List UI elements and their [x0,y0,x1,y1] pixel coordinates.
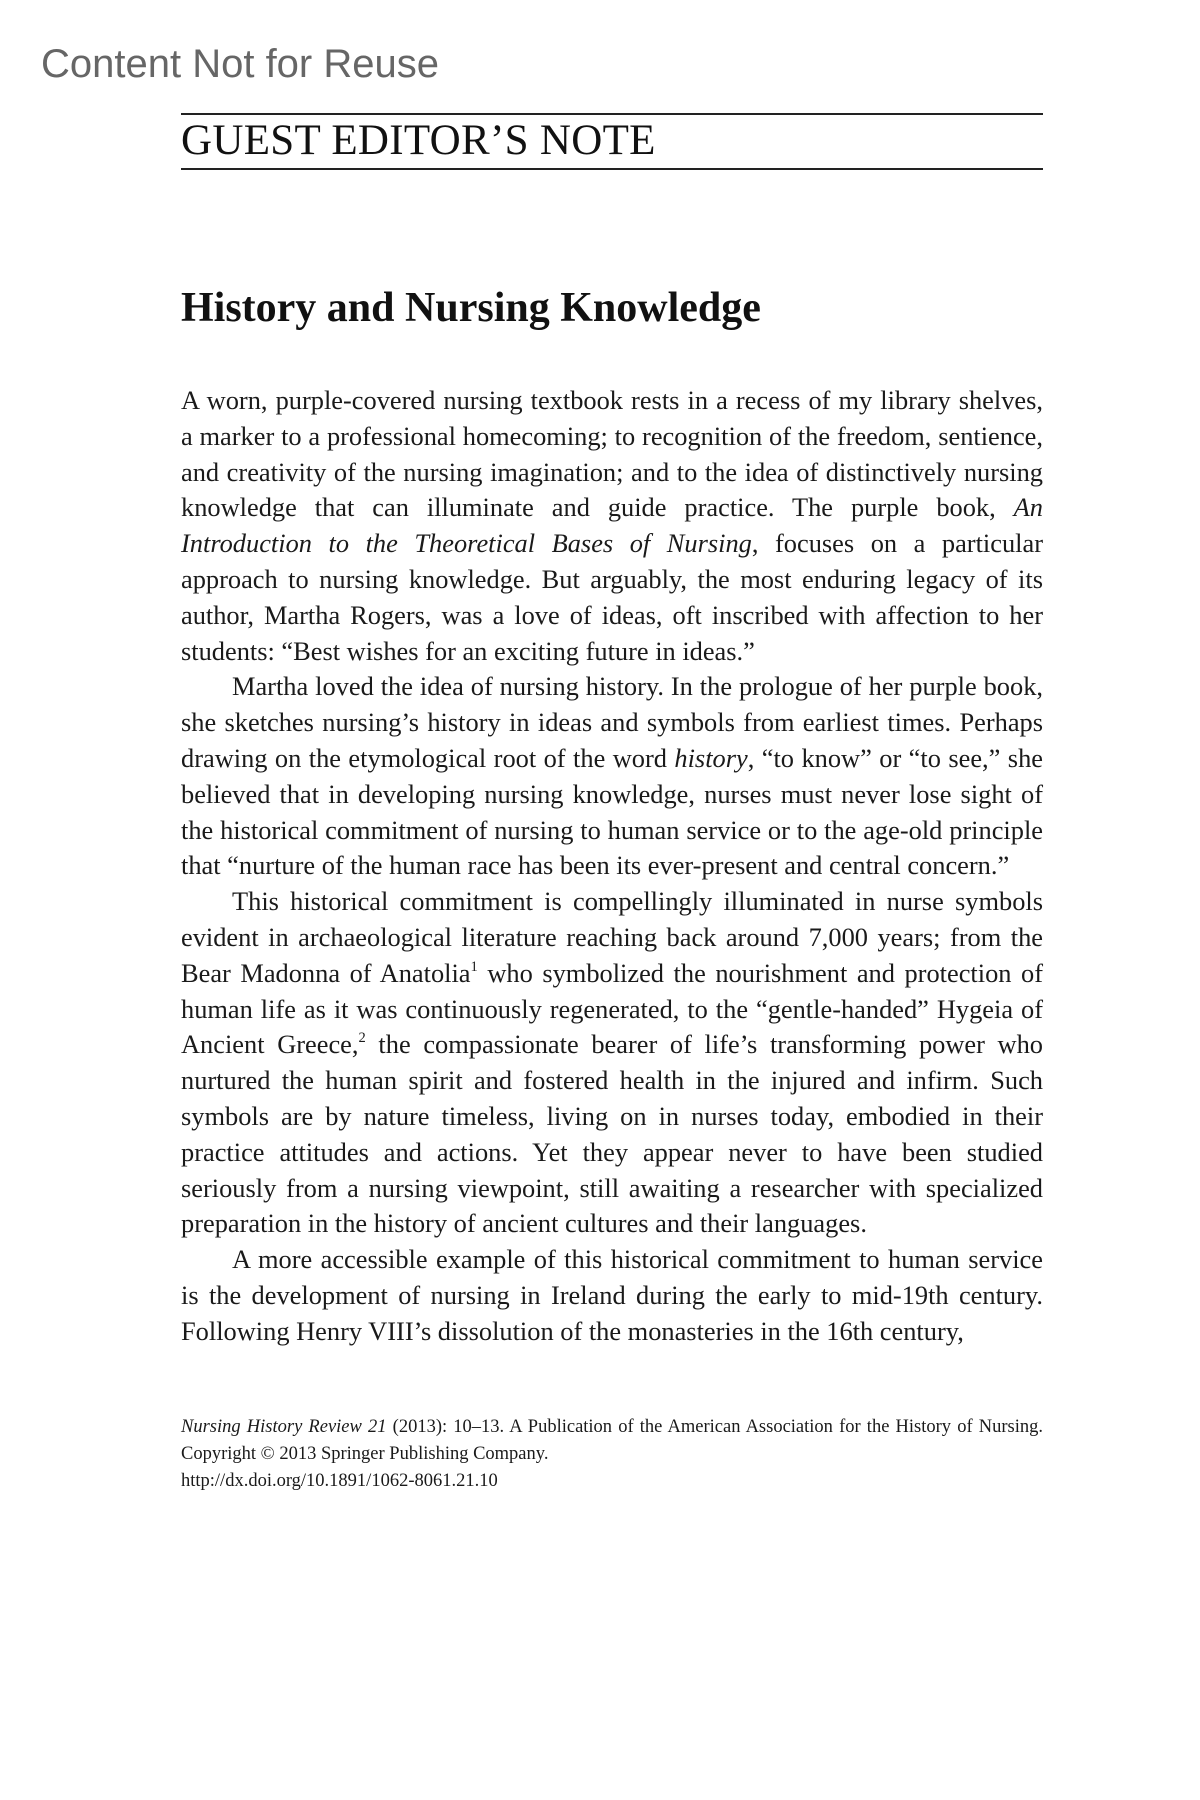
paragraph-1-text-b: , focuses on a particular approach to nursing knowledge. But arguably, the most enduring legacy of its author, Martha Rogers, was a love of ideas, oft inscribed with affection to her students: “Best wishes for an exciting future in ideas.” [181,528,1043,666]
paragraph-1-text-a: A worn, purple-covered nursing textbook rests in a recess of my library shelves, a marker to a professional homecoming; to recognition of the freedom, sentience, and creativity of the nursing imagination; and to the idea of distinctively nursing knowledge that can illuminate and guide practice. The purple book, [181,385,1043,523]
citation-text: (2013): 10–13. A Publication of the American Association for the History of Nursing. Copyright © 2013 Springer Publishing Company. [181,1416,1044,1464]
paragraph-3-text-a: This historical commitment is compellingly illuminated in nurse symbols evident in archaeological literature reaching back around 7,000 years; from the Bear Madonna of Anatolia [181,886,1043,988]
paragraph-2-text-b: , “to know” or “to see,” she believed that in developing nursing knowledge, nurses must never lose sight of the historical commitment of nursing to human service or to the age-old principle that “nurture of the human race has been its ever-present and central concern.” [181,742,1043,881]
paragraph-3 [181,884,1043,1242]
doi-link[interactable]: http://dx.doi.org/10.1891/1062-8061.21.10 [181,1470,498,1491]
section-heading: GUEST EDITOR’S NOTE [181,113,1043,170]
paragraph-2 [181,669,1043,884]
article-title: History and Nursing Knowledge [181,285,761,331]
paragraph-4: A more accessible example of this historical commitment to human service is the development of nursing in Ireland during the early to mid-19th century. Following Henry VIII’s dissolution of the monasteries in the 16th century, [181,1244,1043,1346]
footnote-marker-1: 1 [470,958,478,975]
book-title: An Introduction to the Theoretical Bases of Nursing [181,492,1043,559]
footnote-marker-2: 2 [358,1030,366,1047]
journal-name: Nursing History Review 21 [181,1416,387,1437]
citation-footer [181,1414,1043,1495]
paragraph-1 [181,383,1043,669]
paragraph-3-text-b: who symbolized the nourishment and protection of human life as it was continuously regenerated, to the “gentle-handed” Hygeia of Ancient Greece, [181,957,1043,1060]
document-page [181,113,1043,1495]
italic-word-history: history [674,742,748,773]
watermark-text: Content Not for Reuse [41,42,439,86]
paragraph-2-text-a: Martha loved the idea of nursing history. In the prologue of her purple book, she sketches nursing’s history in ideas and symbols from earliest times. Perhaps drawing on the etymological root of the word [181,671,1043,773]
paragraph-3-text-c: the compassionate bearer of life’s transforming power who nurtured the human spirit and fostered health in the injured and infirm. Such symbols are by nature timeless, living on in nurses today, embodied in their practice attitudes and actions. Yet they appear never to have been studied seriously from a nursing viewpoint, still awaiting a researcher with specialized preparation in the history of ancient cultures and their languages. [181,1029,1043,1239]
article-body [181,383,1043,1350]
